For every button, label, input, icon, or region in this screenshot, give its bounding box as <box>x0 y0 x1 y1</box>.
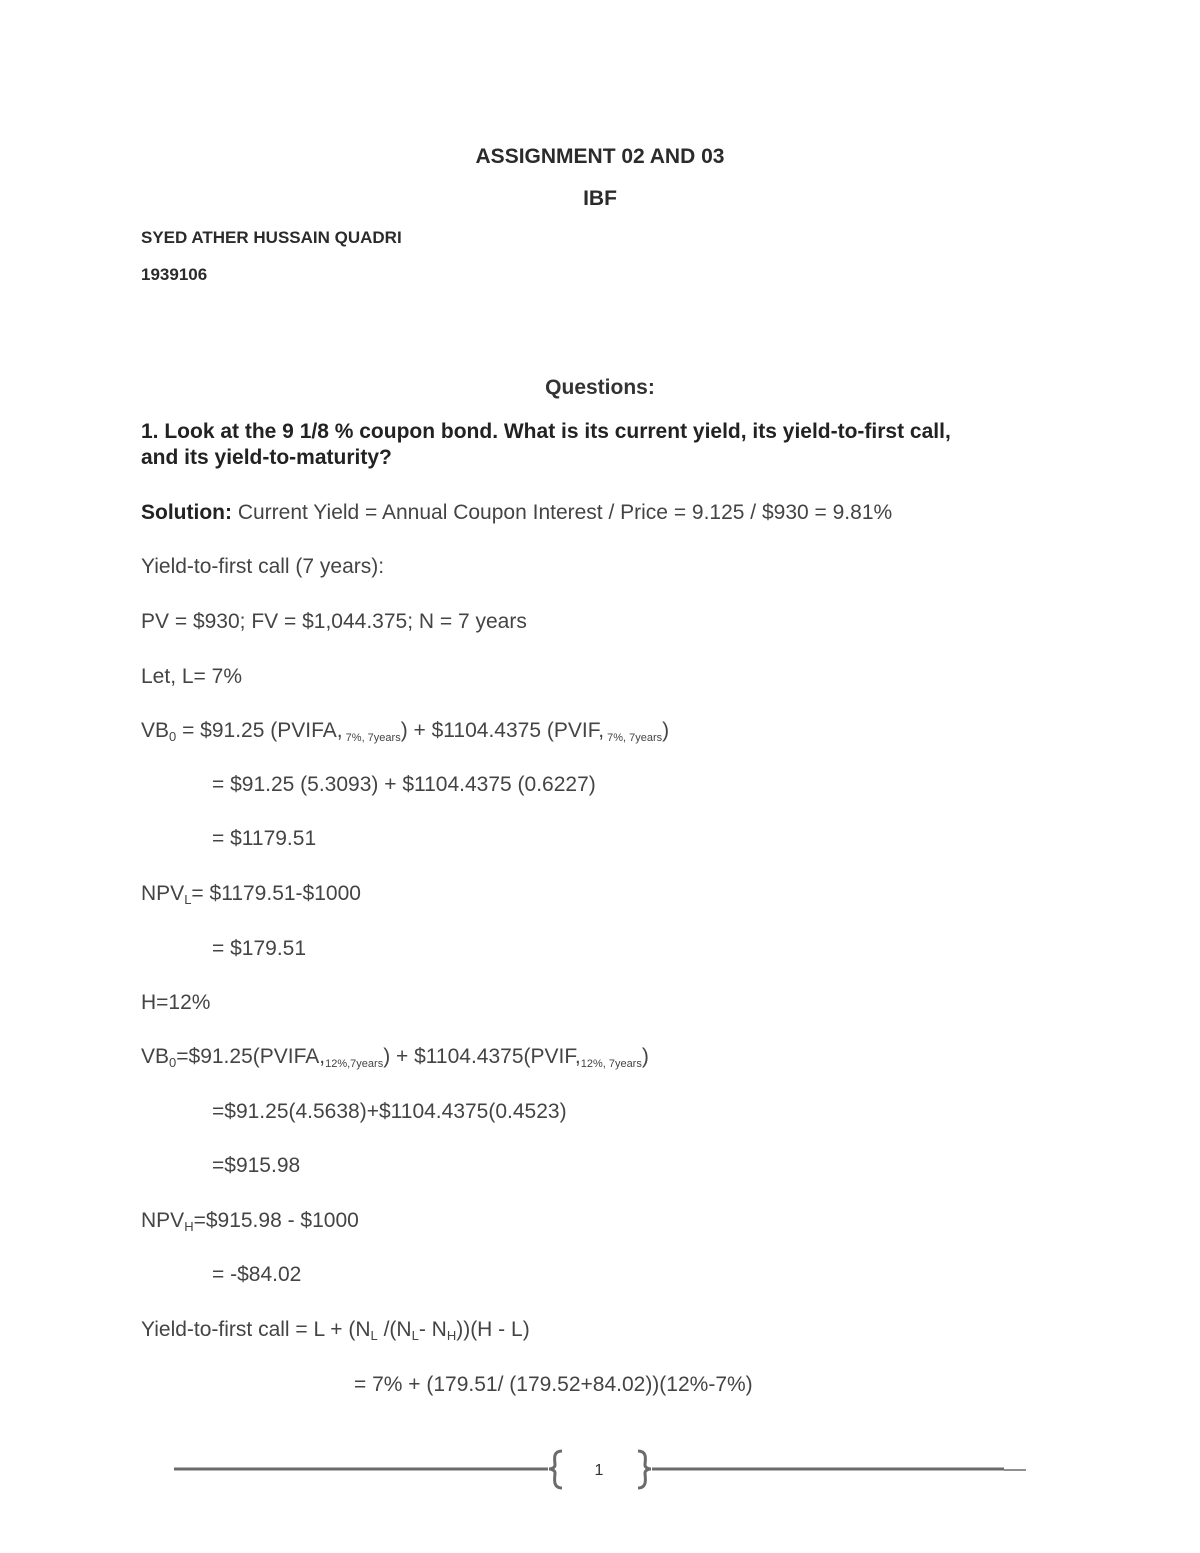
vb-l-a: VB <box>141 719 170 742</box>
vb-l-calc: = $91.25 (5.3093) + $1104.4375 (0.6227) <box>212 773 596 796</box>
vb-h-b: =$91.25(PVIFA, <box>176 1045 326 1068</box>
question-1-line-2: and its yield-to-maturity? <box>141 446 392 469</box>
vb-h-b-sub: 12%,7years <box>325 1058 384 1070</box>
given-values: PV = $930; FV = $1,044.375; N = 7 years <box>141 610 527 633</box>
ytc-b-sub: L <box>411 1328 419 1343</box>
ytc-c-sub: H <box>446 1328 457 1343</box>
npv-l-a: NPV <box>141 882 185 905</box>
ytc-a: Yield-to-first call = L + (N <box>141 1318 371 1341</box>
footer-bracket-left <box>549 1451 562 1488</box>
vb-l-b: = $91.25 (PVIFA, <box>176 719 343 742</box>
ytc-heading: Yield-to-first call (7 years): <box>141 555 385 578</box>
solution-current-yield <box>141 501 892 525</box>
npv-l-b: = $1179.51-$1000 <box>191 882 361 905</box>
question-1-line-1: 1. Look at the 9 1/8 % coupon bond. What is its current yield, its yield-to-first call, <box>141 420 951 443</box>
let-h: H=12% <box>141 991 211 1014</box>
course-name: IBF <box>583 187 617 210</box>
npv-h-b: =$915.98 - $1000 <box>193 1209 359 1232</box>
vb-h-equation <box>141 1045 649 1070</box>
current-yield-text: Current Yield = Annual Coupon Interest / Price = 9.125 / $930 = 9.81% <box>231 501 893 524</box>
vb-h-a-sub: 0 <box>169 1055 177 1070</box>
student-name: SYED ATHER HUSSAIN QUADRI <box>141 228 402 247</box>
vb-h-c: ) + $1104.4375(PVIF, <box>383 1045 581 1068</box>
ytc-a-sub: L <box>370 1328 378 1343</box>
npv-l-sub: L <box>184 892 192 907</box>
vb-l-d: ) <box>662 719 670 742</box>
solution-label: Solution: <box>141 501 232 524</box>
student-id: 1939106 <box>141 265 208 284</box>
footer-rule-graphic <box>0 1445 1200 1495</box>
vb-h-calc: =$91.25(4.5638)+$1104.4375(0.4523) <box>212 1100 567 1123</box>
npv-h-equation <box>141 1209 359 1234</box>
footer-bracket-right <box>638 1451 651 1488</box>
page-footer <box>0 1445 1200 1495</box>
vb-l-result: = $1179.51 <box>212 827 317 850</box>
vb-l-a-sub: 0 <box>169 729 177 744</box>
vb-h-c-sub: 12%, 7years <box>580 1058 642 1070</box>
ytc-d: ))(H - L) <box>456 1318 530 1341</box>
npv-l-result: = $179.51 <box>212 937 307 960</box>
let-l: Let, L= 7% <box>141 665 242 688</box>
npv-h-result: = -$84.02 <box>212 1263 302 1286</box>
vb-l-b-sub: 7%, 7years <box>342 732 401 744</box>
vb-l-equation <box>141 719 669 744</box>
npv-h-a: NPV <box>141 1209 185 1232</box>
vb-l-c-sub: 7%, 7years <box>604 732 663 744</box>
vb-h-d: ) <box>641 1045 649 1068</box>
vb-l-c: ) + $1104.4375 (PVIF, <box>400 719 605 742</box>
vb-h-a: VB <box>141 1045 170 1068</box>
vb-h-result: =$915.98 <box>212 1154 301 1177</box>
ytc-b: /(N <box>377 1318 412 1341</box>
npv-l-equation <box>141 882 361 907</box>
ytc-c: - N <box>418 1318 447 1341</box>
ytc-calc: = 7% + (179.51/ (179.52+84.02))(12%-7%) <box>354 1373 753 1396</box>
document-title: ASSIGNMENT 02 AND 03 <box>475 145 725 168</box>
page-number: 1 <box>594 1462 604 1479</box>
ytc-formula <box>141 1318 530 1343</box>
npv-h-sub: H <box>184 1219 194 1234</box>
questions-heading: Questions: <box>545 376 655 399</box>
